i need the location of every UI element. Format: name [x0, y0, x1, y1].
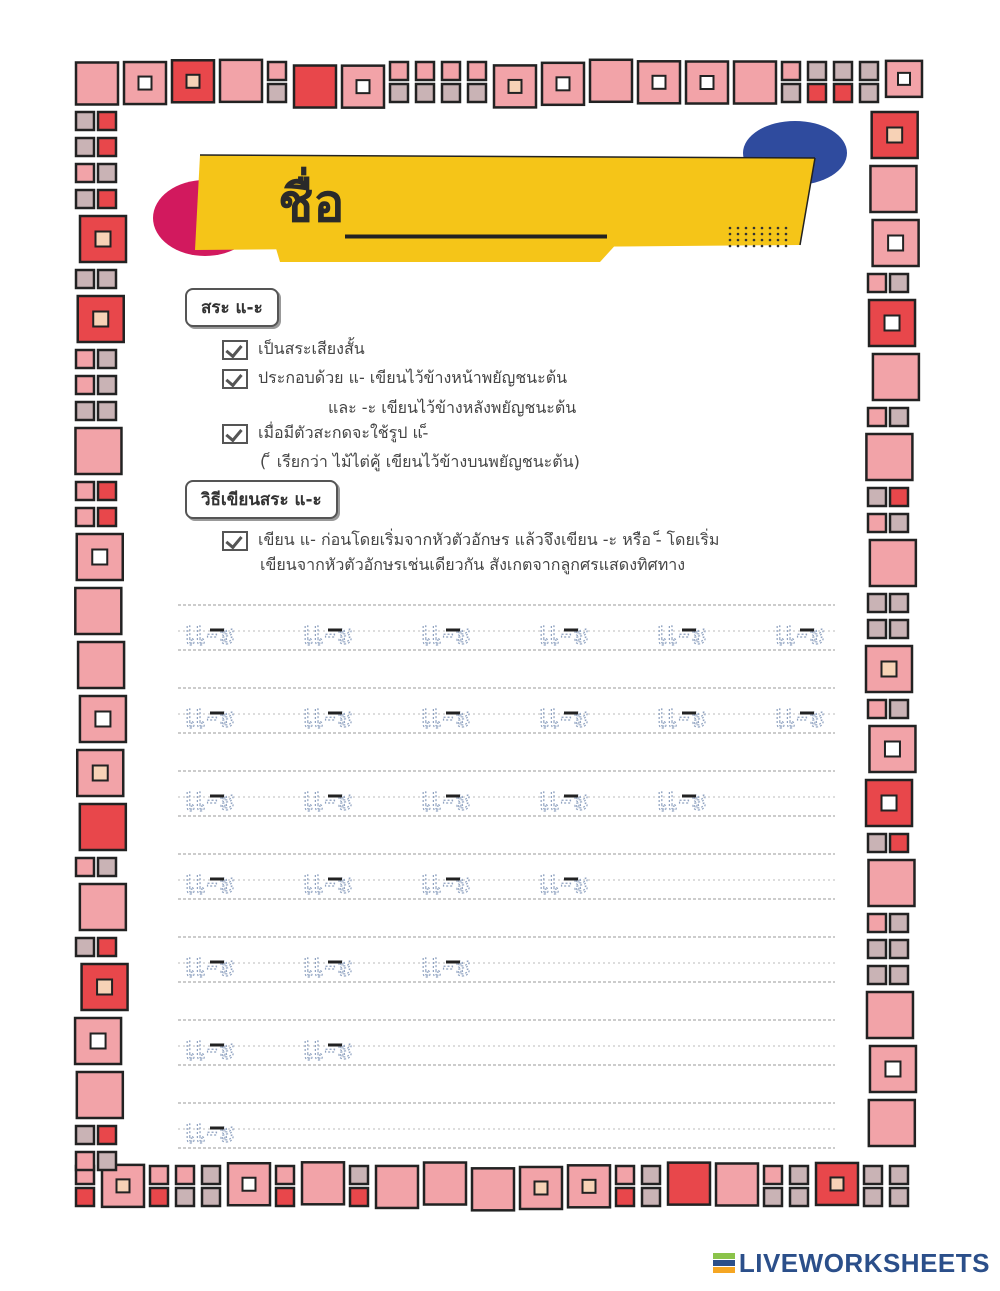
- bullet-continuation: และ -ะ เขียนไว้ข้างหลังพยัญชนะต้น: [328, 398, 577, 417]
- name-input-blank[interactable]: _____________: [345, 188, 605, 239]
- name-label: ชื่อ: [278, 174, 345, 234]
- trace-glyph[interactable]: แ-ะ: [184, 946, 237, 986]
- trace-glyph[interactable]: แ-ะ: [420, 946, 473, 986]
- trace-glyph[interactable]: แ-ะ: [420, 780, 473, 820]
- bullet-continuation: เขียนจากหัวตัวอักษรเช่นเดียวกัน สังเกตจากลูกศรแสดงทิศทาง: [260, 555, 686, 574]
- bullet-item: เมื่อมีตัวสะกดจะใช้รูป แ-็: [222, 421, 428, 446]
- trace-glyph[interactable]: แ-ะ: [774, 614, 827, 654]
- trace-glyph[interactable]: แ-ะ: [184, 614, 237, 654]
- trace-glyph[interactable]: แ-ะ: [656, 614, 709, 654]
- trace-glyph[interactable]: แ-ะ: [302, 780, 355, 820]
- trace-glyph[interactable]: แ-ะ: [656, 780, 709, 820]
- section-title-writing-method: วิธีเขียนสระ แ-ะ: [185, 480, 338, 519]
- trace-glyph[interactable]: แ-ะ: [420, 614, 473, 654]
- trace-glyph[interactable]: แ-ะ: [538, 614, 591, 654]
- logo-icon: [713, 1253, 735, 1275]
- section-title-sara-ae: สระ แ-ะ: [185, 288, 279, 327]
- liveworksheets-logo: [713, 1248, 990, 1279]
- trace-glyph[interactable]: แ-ะ: [184, 697, 237, 737]
- trace-glyph[interactable]: แ-ะ: [774, 697, 827, 737]
- trace-glyph[interactable]: แ-ะ: [538, 697, 591, 737]
- bullet-item: ประกอบด้วย แ- เขียนไว้ข้างหน้าพยัญชนะต้น: [222, 366, 567, 391]
- trace-glyph[interactable]: แ-ะ: [538, 780, 591, 820]
- bullet-item: เขียน แ- ก่อนโดยเริ่มจากหัวตัวอักษร แล้วจึงเขียน -ะ หรือ -็ โดยเริ่ม: [222, 528, 719, 553]
- trace-glyph[interactable]: แ-ะ: [538, 863, 591, 903]
- trace-glyph[interactable]: แ-ะ: [184, 1029, 237, 1069]
- trace-glyph[interactable]: แ-ะ: [302, 946, 355, 986]
- trace-glyph[interactable]: แ-ะ: [420, 697, 473, 737]
- trace-glyph[interactable]: แ-ะ: [184, 863, 237, 903]
- bullet-continuation: ( ็ เรียกว่า ไม้ไต่คู้ เขียนไว้ข้างบนพยัญชนะต้น): [260, 452, 580, 471]
- trace-glyph[interactable]: แ-ะ: [420, 863, 473, 903]
- trace-glyph[interactable]: แ-ะ: [302, 863, 355, 903]
- trace-glyph[interactable]: แ-ะ: [184, 1112, 237, 1152]
- trace-glyph[interactable]: แ-ะ: [302, 697, 355, 737]
- trace-glyph[interactable]: แ-ะ: [302, 1029, 355, 1069]
- trace-glyph[interactable]: แ-ะ: [302, 614, 355, 654]
- trace-glyph[interactable]: แ-ะ: [656, 697, 709, 737]
- trace-glyph[interactable]: แ-ะ: [184, 780, 237, 820]
- brand-text: LIVEWORKSHEETS: [738, 1248, 990, 1278]
- bullet-item: เป็นสระเสียงสั้น: [222, 337, 365, 362]
